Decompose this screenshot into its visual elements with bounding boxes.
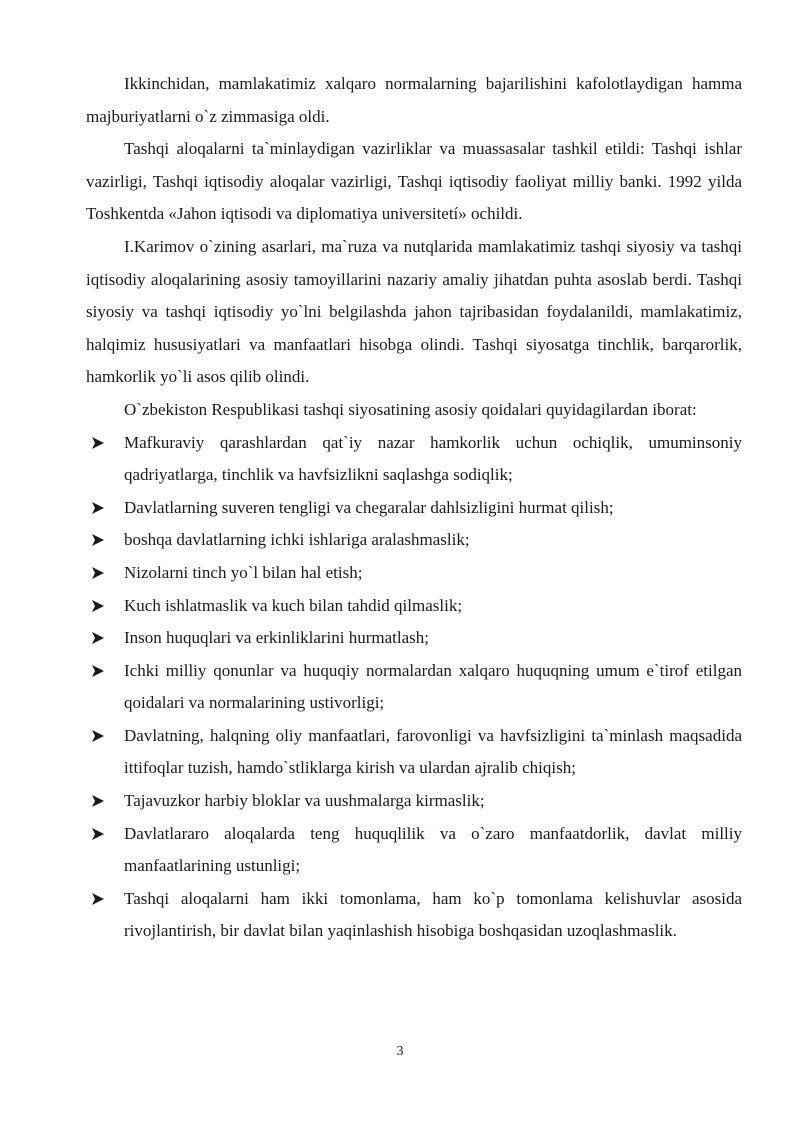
arrowhead-bullet-icon [91,785,111,817]
arrowhead-bullet-icon [91,720,111,752]
list-item-text: Mafkuraviy qarashlardan qat`iy nazar hamkorlik uchun ochiqlik, umuminsoniy qadriyatlarga, tinchlik va havfsizlikni saqlashga sodiqlik; [124,432,742,485]
list-item [86,622,742,655]
arrowhead-bullet-icon [91,883,111,915]
list-item-text: boshqa davlatlarning ichki ishlariga aralashmaslik; [124,530,470,550]
list-item [86,785,742,818]
list-item-text: Inson huquqlari va erkinliklarini hurmatlash; [124,628,429,648]
list-item-text: Nizolarni tinch yo`l bilan hal etish; [124,562,363,582]
paragraph: Ikkinchidan, mamlakatimiz xalqaro normalarning bajarilishini kafolotlaydigan hamma majburiyatlarni o`z zimmasiga oldi. [86,74,742,126]
paragraph: I.Karimov o`zining asarlari, ma`ruza va nutqlarida mamlakatimiz tashqi siyosiy va tashqi iqtisodiy aloqalarining asosiy tamoyillarini nazariy amaliy jihatdan puhta asoslab berdi. Tashqi siyosiy va tashqi iqtisodiy yo`lni belgilashda jahon tajribasidan foydalanildi, mamlakatimiz, halqimiz hususiyatlari va manfaatlari hisobga olindi. Tashqi siyosatga tinchlik, barqarorlik, hamkorlik yo`li asos qilib olindi. [86,236,742,387]
paragraph: O`zbekiston Respublikasi tashqi siyosatining asosiy qoidalari quyidagilardan iborat: [124,399,697,419]
list-item-text: Ichki milliy qonunlar va huquqiy normalardan xalqaro huquqning umum e`tirof etilgan qoidalari va normalarining ustivorligi; [124,660,742,713]
list-item [86,590,742,623]
list-item [86,524,742,557]
list-item [86,427,742,492]
paragraph: Tashqi aloqalarni ta`minlaydigan vazirliklar va muassasalar tashkil etildi: Tashqi ishlar vazirligi, Tashqi iqtisodiy aloqalar vazirligi, Tashqi iqtisodiy faoliyat milliy banki. 1992 yilda Toshkentda «Jahon iqtisodi va diplomatiya universitetí» ochildi. [86,139,742,224]
arrowhead-bullet-icon [91,655,111,687]
arrowhead-bullet-icon [91,492,111,524]
principles-list [86,427,742,949]
list-item-text: Kuch ishlatmaslik va kuch bilan tahdid qilmaslik; [124,595,463,615]
list-item-text: Davlatning, halqning oliy manfaatlari, farovonligi va havfsizligini ta`minlash maqsadida ittifoqlar tuzish, hamdo`stliklarga kirish va ulardan ajralib chiqish; [124,725,742,778]
arrowhead-bullet-icon [91,590,111,622]
list-item [86,720,742,785]
list-item [86,818,742,883]
arrowhead-bullet-icon [91,622,111,654]
list-item-text: Davlatlarning suveren tengligi va chegaralar dahlsizligini hurmat qilish; [124,497,614,517]
list-item-text: Tajavuzkor harbiy bloklar va uushmalarga kirmaslik; [124,791,485,811]
arrowhead-bullet-icon [91,818,111,850]
arrowhead-bullet-icon [91,557,111,589]
arrowhead-bullet-icon [91,427,111,459]
list-item [86,492,742,525]
list-item [86,557,742,590]
list-item-text: Davlatlararo aloqalarda teng huquqlilik va o`zaro manfaatdorlik, davlat milliy manfaatlarining ustunligi; [124,823,742,876]
list-item [86,655,742,720]
document-page [86,68,742,948]
list-item-text: Tashqi aloqalarni ham ikki tomonlama, ham ko`p tomonlama kelishuvlar asosida rivojlantirish, bir davlat bilan yaqinlashish hisobiga boshqasidan uzoqlashmaslik. [124,888,742,941]
list-item [86,883,742,948]
arrowhead-bullet-icon [91,524,111,556]
page-number: 3 [396,1044,404,1059]
